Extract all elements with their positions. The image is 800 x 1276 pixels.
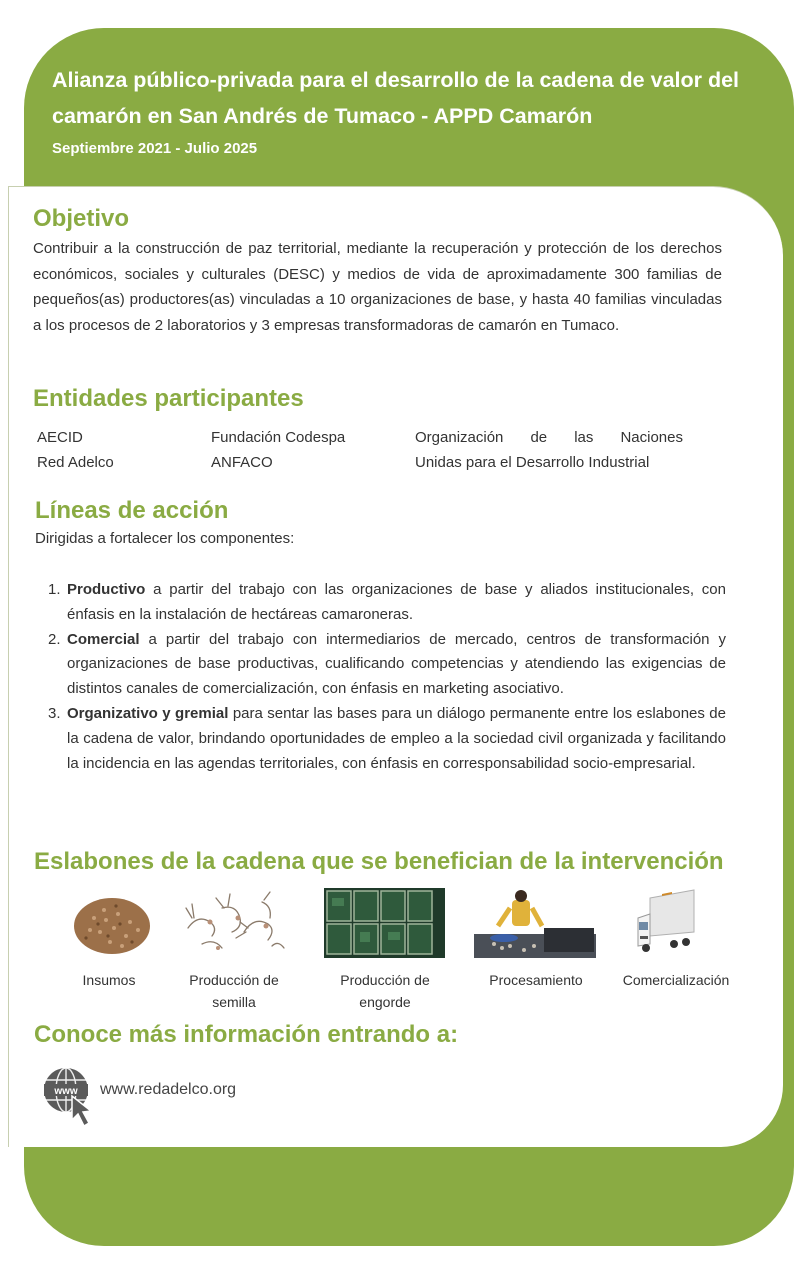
entities-col-1	[37, 425, 114, 475]
chain-label-comercializacion	[611, 969, 741, 991]
chain-label-line: Procesamiento	[489, 972, 583, 988]
chain-label-line: semilla	[212, 994, 256, 1010]
lines-intro: Dirigidas a fortalecer los componentes:	[35, 530, 295, 547]
entity-anfaco: ANFACO	[211, 454, 273, 471]
action-item-organizativo	[48, 702, 726, 776]
entity-red-adelco: Red Adelco	[37, 454, 114, 471]
list-bold-term: Organizativo y gremial	[67, 704, 229, 722]
entities-col-3	[415, 425, 683, 475]
list-text	[67, 628, 726, 702]
objective-text: Contribuir a la construcción de paz territorial, mediante la recuperación y protección de los derechos económicos, sociales y culturales (DESC) y medios de vida de aproximadamente 300 familias de pequeños(as) productores(as) vinculadas a 10 organizaciones de base, y hasta 40 familias vinculadas a los procesos de 2 laboratorios y 3 empresas transformadoras de camarón en Tumaco.	[33, 240, 722, 334]
list-number: 2.	[48, 630, 61, 648]
chain-label-line: Insumos	[82, 972, 136, 988]
list-text	[67, 702, 726, 776]
list-body: para sentar las bases para un diálogo permanente entre los eslabones de la cadena de valor, brindando oportunidades de empleo a la sociedad civil organizada y facilitando la incidencia en las agendas territoriales, con énfasis en corresponsabilidad socio-empresarial.	[67, 704, 726, 772]
entity-onudi-word: Naciones	[620, 429, 683, 446]
chain-label-engorde	[320, 969, 450, 1013]
list-body: a partir del trabajo con las organizaciones de base y aliados institucionales, con énfasis en la instalación de hectáreas camaroneras.	[67, 581, 726, 623]
list-text	[67, 578, 726, 628]
globe-icon-label: www	[54, 1086, 78, 1097]
globe-cursor-icon	[42, 1066, 96, 1128]
website-link[interactable]: www.redadelco.org	[100, 1081, 237, 1098]
list-number: 1.	[48, 581, 61, 598]
chain-label-line: engorde	[359, 994, 411, 1010]
truck-image	[636, 888, 696, 958]
date-range: Septiembre 2021 - Julio 2025	[52, 140, 258, 157]
action-item-productivo	[48, 578, 726, 628]
entity-onudi-word: las	[574, 429, 594, 446]
header	[52, 62, 772, 157]
list-body: a partir del trabajo con intermediarios de mercado, centros de transformación y organizaciones de base productivas, cualificando competencias y atendiendo las exigencias de distintos canales de comercialización, con énfasis en marketing asociativo.	[67, 630, 726, 698]
more-info-heading: Conoce más información entrando a:	[34, 1021, 459, 1048]
list-number: 3.	[48, 704, 61, 722]
list-bold-term: Comercial	[67, 630, 140, 648]
chain-label-line: Producción de	[189, 972, 279, 988]
entities-col-2	[211, 425, 345, 475]
shrimp-larvae-image	[182, 888, 288, 960]
chain-label-semilla	[169, 969, 299, 1013]
chain-label-insumos	[44, 969, 174, 991]
entity-onudi-line2: Unidas para el Desarrollo Industrial	[415, 454, 650, 471]
list-bold-term: Productivo	[67, 581, 146, 598]
entity-aecid: AECID	[37, 429, 83, 446]
lines-heading: Líneas de acción	[35, 497, 229, 524]
feed-pellets-image	[60, 888, 162, 960]
processing-worker-image	[474, 888, 596, 958]
entity-onudi-line1	[415, 425, 683, 450]
entity-codespa: Fundación Codespa	[211, 429, 346, 446]
chain-label-line: Producción de	[340, 972, 430, 988]
entity-onudi-word: de	[530, 429, 548, 446]
entities-heading: Entidades participantes	[33, 385, 304, 412]
action-list	[48, 578, 726, 776]
chain-label-procesamiento	[471, 969, 601, 991]
grow-out-tanks-image	[324, 888, 445, 958]
objective-heading: Objetivo	[33, 205, 130, 232]
entity-onudi-word: Organización	[415, 429, 504, 446]
page-title: Alianza público-privada para el desarrollo de la cadena de valor del camarón en San Andrés de Tumaco - APPD Camarón	[52, 68, 740, 128]
action-item-comercial	[48, 628, 726, 702]
chain-label-line: Comercialización	[622, 972, 730, 988]
chain-heading: Eslabones de la cadena que se benefician de la intervención	[34, 848, 724, 875]
